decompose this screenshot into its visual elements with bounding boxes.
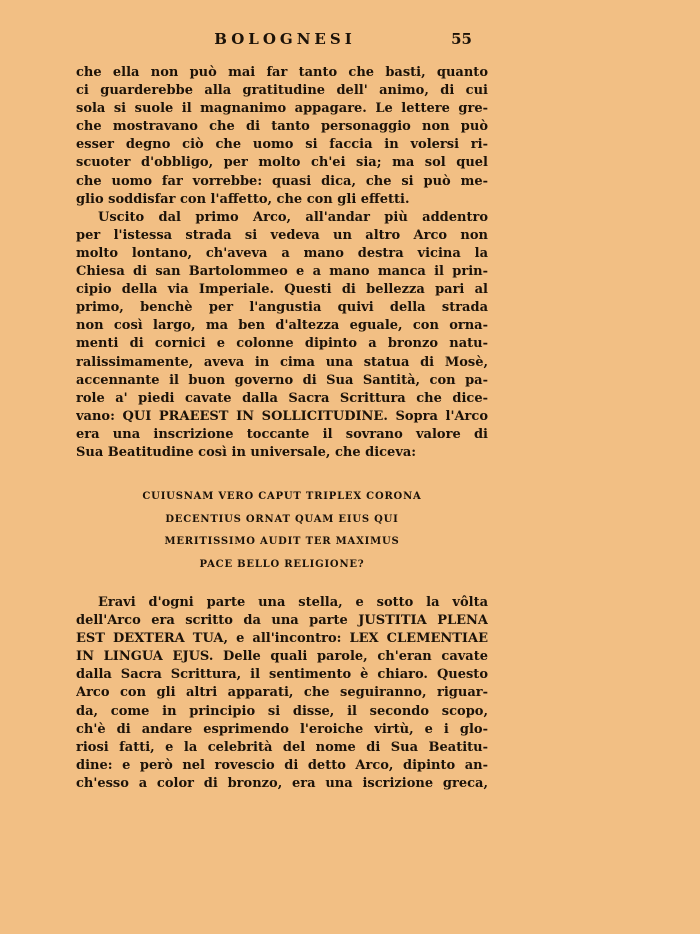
text-line: Uscito dal primo Arco, all'andar più addentro xyxy=(98,209,488,225)
text-line: vano: QUI PRAEEST IN SOLLICITUDINE. Sopra l'Arco xyxy=(76,408,488,424)
inscription-line: CUIUSNAM VERO CAPUT TRIPLEX CORONA xyxy=(142,491,422,502)
text-line: menti di cornici e colonne dipinto a bronzo natu- xyxy=(76,336,488,352)
text-line: dine: e però nel rovescio di detto Arco, dipinto an- xyxy=(76,757,488,773)
page-header xyxy=(76,28,494,50)
text-line: che ella non può mai far tanto che basti, quanto xyxy=(76,65,488,80)
body-text-upper xyxy=(76,64,488,462)
text-line: che mostravano che di tanto personaggio non può xyxy=(76,119,488,135)
inscription-line: DECENTIUS ORNAT QUAM EIUS QUI xyxy=(165,513,399,525)
text-line: per l'istessa strada si vedeva un altro Arco non xyxy=(76,227,488,243)
text-line: esser degno ciò che uomo si faccia in volersi ri- xyxy=(76,137,488,153)
text-line: accennante il buon governo di Sua Santità, con pa- xyxy=(76,372,488,388)
page-number: 55 xyxy=(451,30,472,48)
text-line: EST DEXTERA TUA, e all'incontro: LEX CLEMENTIAE xyxy=(76,631,488,647)
text-line: Arco con gli altri apparati, che seguiranno, riguar- xyxy=(76,685,488,701)
text-line: scuoter d'obbligo, per molto ch'ei sia; ma sol quel xyxy=(76,155,488,171)
text-line: molto lontano, ch'aveva a mano destra vicina la xyxy=(76,245,488,261)
running-title: BOLOGNESI xyxy=(214,30,356,48)
text-line: ci guarderebbe alla gratitudine dell' animo, di cui xyxy=(76,83,488,99)
text-line: cipio della via Imperiale. Questi di bellezza pari al xyxy=(76,282,488,298)
latin-inscription xyxy=(76,486,488,576)
text-line: primo, benchè per l'angustia quivi della strada xyxy=(76,300,488,316)
text-line: Chiesa di san Bartolommeo e a mano manca il prin- xyxy=(76,264,488,280)
text-line: glio soddisfar con l'affetto, che con gli effetti. xyxy=(76,191,410,207)
text-line: Eravi d'ogni parte una stella, e sotto la vôlta xyxy=(98,595,488,610)
text-line: non così largo, ma ben d'altezza eguale, con orna- xyxy=(76,318,488,334)
body-text-lower xyxy=(76,594,488,793)
text-line: ralissimamente, aveva in cima una statua di Mosè, xyxy=(76,354,488,370)
text-line: ch'è di andare esprimendo l'eroiche virtù, e i glo- xyxy=(76,721,488,737)
inscription-line: MERITISSIMO AUDIT TER MAXIMUS xyxy=(164,536,400,547)
text-line: role a' piedi cavate dalla Sacra Scrittura che dice- xyxy=(76,390,488,406)
text-line: sola si suole il magnanimo appagare. Le lettere gre- xyxy=(76,101,488,117)
text-line: era una inscrizione toccante il sovrano valore di xyxy=(76,426,488,442)
text-line: Sua Beatitudine così in universale, che diceva: xyxy=(76,444,417,460)
text-line: IN LINGUA EJUS. Delle quali parole, ch'eran cavate xyxy=(76,649,488,665)
text-line: che uomo far vorrebbe: quasi dica, che si può me- xyxy=(76,173,488,189)
inscription-line: PACE BELLO RELIGIONE? xyxy=(199,558,365,570)
text-line: riosi fatti, e la celebrità del nome di Sua Beatitu- xyxy=(76,739,488,755)
text-line: dell'Arco era scritto da una parte JUSTITIA PLENA xyxy=(76,613,488,629)
text-line: dalla Sacra Scrittura, il sentimento è chiaro. Questo xyxy=(76,667,488,683)
text-line: da, come in principio si disse, il secondo scopo, xyxy=(76,703,488,719)
text-line: ch'esso a color di bronzo, era una iscrizione greca, xyxy=(76,775,488,791)
